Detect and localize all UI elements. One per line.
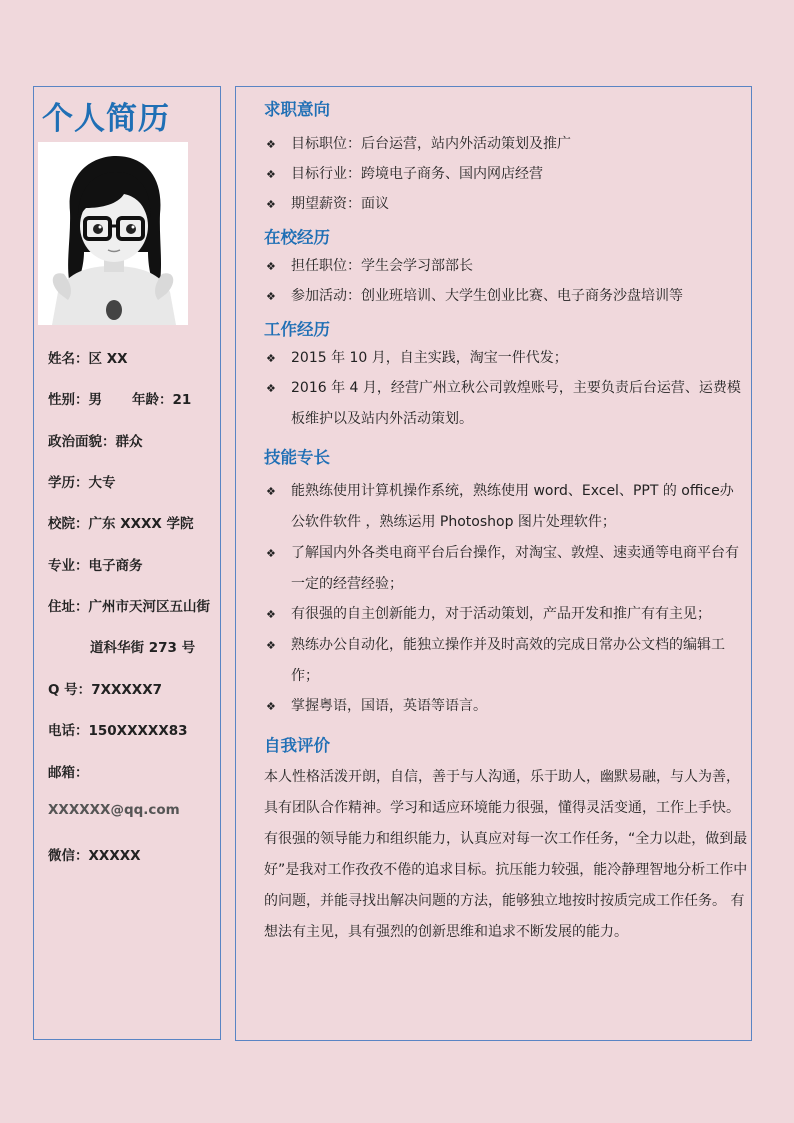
info-address-line2 bbox=[90, 636, 195, 656]
section-title-intent: 求职意向 bbox=[264, 100, 330, 119]
cartoon-girl-illustration bbox=[38, 142, 188, 325]
info-label: 姓名： bbox=[48, 351, 89, 367]
info-value: 区 XX bbox=[88, 351, 128, 367]
info-value: 150XXXXX83 bbox=[88, 723, 188, 739]
info-value: 7XXXXX7 bbox=[91, 682, 163, 698]
diamond-bullet-icon: ❖ bbox=[266, 639, 276, 652]
diamond-bullet-icon: ❖ bbox=[266, 608, 276, 621]
info-label: 住址： bbox=[48, 599, 89, 615]
paragraph: 本人性格活泼开朗，自信，善于与人沟通，乐于助人，幽默易融，与人为善，具有团队合作精神。学习和适应环境能力很强，懂得灵活变通，工作上手快。 bbox=[264, 769, 740, 816]
info-qq bbox=[48, 678, 162, 698]
left-panel bbox=[33, 86, 221, 1040]
list-item: ❖ 2016 年 4 月，经营广州立秋公司敦煌账号，主要负责后台运营、运费模板维护以及站内外活动策划。 bbox=[266, 373, 746, 435]
info-label: 微信： bbox=[48, 848, 89, 864]
info-label: 性别： bbox=[48, 392, 89, 408]
info-political bbox=[48, 430, 143, 450]
diamond-bullet-icon: ❖ bbox=[266, 352, 276, 365]
diamond-bullet-icon: ❖ bbox=[266, 260, 276, 273]
info-email-label bbox=[48, 761, 89, 781]
info-address bbox=[48, 595, 210, 615]
info-school bbox=[48, 512, 194, 532]
info-label: 电话： bbox=[48, 723, 89, 739]
info-value: 广东 XXXX 学院 bbox=[88, 516, 194, 532]
diamond-bullet-icon: ❖ bbox=[266, 547, 276, 560]
info-label: 年龄： bbox=[132, 392, 173, 408]
info-value: XXXXXX@qq.com bbox=[48, 802, 180, 818]
list-item: ❖ 熟练办公自动化，能独立操作并及时高效的完成日常办公文档的编辑工作； bbox=[266, 630, 746, 692]
diamond-bullet-icon: ❖ bbox=[266, 700, 276, 713]
info-major bbox=[48, 554, 143, 574]
info-value: 男 bbox=[88, 392, 102, 408]
diamond-bullet-icon: ❖ bbox=[266, 290, 276, 303]
section-title-work: 工作经历 bbox=[264, 320, 330, 339]
info-phone bbox=[48, 719, 188, 739]
info-label: 校院： bbox=[48, 516, 89, 532]
info-label: 专业： bbox=[48, 558, 89, 574]
resume-title: 个人简历 bbox=[42, 101, 170, 137]
list-item: ❖ 目标职位：后台运营，站内外活动策划及推广 bbox=[266, 129, 746, 160]
list-item: ❖ 担任职位：学生会学习部部长 bbox=[266, 251, 746, 282]
list-item: ❖ 目标行业：跨境电子商务、国内网店经营 bbox=[266, 159, 746, 190]
info-label: 学历： bbox=[48, 475, 89, 491]
list-item: ❖ 参加活动：创业班培训、大学生创业比赛、电子商务沙盘培训等 bbox=[266, 281, 746, 312]
diamond-bullet-icon: ❖ bbox=[266, 382, 276, 395]
info-wechat bbox=[48, 844, 141, 864]
info-education bbox=[48, 471, 116, 491]
diamond-bullet-icon: ❖ bbox=[266, 138, 276, 151]
list-item: ❖ 2015 年 10 月，自主实践，淘宝一件代发； bbox=[266, 343, 746, 374]
info-label: 政治面貌： bbox=[48, 434, 116, 450]
right-panel bbox=[235, 86, 752, 1041]
list-item: ❖ 有很强的自主创新能力，对于活动策划，产品开发和推广有有主见； bbox=[266, 599, 746, 630]
info-label: Q 号： bbox=[48, 682, 92, 698]
info-value: 大专 bbox=[88, 475, 116, 491]
avatar-photo bbox=[38, 142, 188, 325]
info-value: 电子商务 bbox=[88, 558, 143, 574]
info-value: 道科华街 273 号 bbox=[90, 640, 196, 656]
diamond-bullet-icon: ❖ bbox=[266, 198, 276, 211]
self-evaluation-text bbox=[264, 762, 750, 948]
list-item: ❖ 期望薪资：面议 bbox=[266, 189, 746, 220]
info-gender-age bbox=[48, 388, 191, 408]
section-title-school: 在校经历 bbox=[264, 228, 330, 247]
info-label: 邮箱： bbox=[48, 765, 89, 781]
info-value: XXXXX bbox=[88, 848, 141, 864]
diamond-bullet-icon: ❖ bbox=[266, 168, 276, 181]
paragraph: 有很强的领导能力和组织能力，认真应对每一次工作任务，“全力以赴，做到最好”是我对工作孜孜不倦的追求目标。抗压能力较强，能冷静理智地分析工作中的问题，并能寻找出解决问题的方法，能够独立地按时按质完成工作任务。 有想法有主见，具有强烈的创新思维和追求不断发展的能力。 bbox=[264, 831, 748, 940]
list-item: ❖ 能熟练使用计算机操作系统，熟练使用 word、Excel、PPT 的 office办公软件软件 ，熟练运用 Photoshop 图片处理软件； bbox=[266, 476, 746, 538]
list-item: ❖ 了解国内外各类电商平台后台操作，对淘宝、敦煌、速卖通等电商平台有一定的经营经验； bbox=[266, 538, 746, 600]
section-title-self-eval: 自我评价 bbox=[264, 736, 330, 755]
section-title-skills: 技能专长 bbox=[264, 448, 330, 467]
info-email bbox=[48, 802, 180, 818]
info-value: 21 bbox=[172, 392, 192, 408]
info-name bbox=[48, 347, 128, 367]
info-value: 群众 bbox=[115, 434, 143, 450]
list-item: ❖ 掌握粤语，国语，英语等语言。 bbox=[266, 691, 746, 722]
info-value: 广州市天河区五山街 bbox=[88, 599, 210, 615]
diamond-bullet-icon: ❖ bbox=[266, 485, 276, 498]
